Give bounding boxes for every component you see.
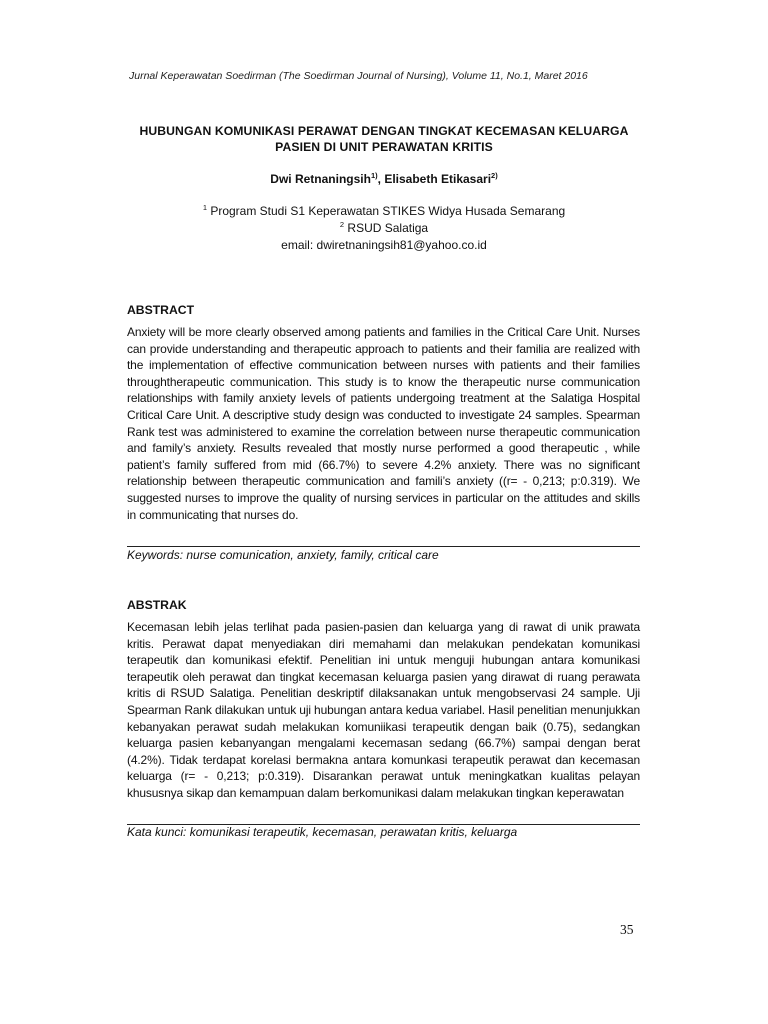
author-1: Dwi Retnaningsih [270,172,371,186]
affiliation-2-mark: 2 [339,220,345,229]
page-number: 35 [620,922,634,937]
abstract-text: Anxiety will be more clearly observed among patients and families in the Critical Care Unit. Nurses can provide understanding and therapeutic approach to patients and their familia are realized with the implementation of effective communication between nurses with patients and their families throughtherapeutic communication. This study is to know the therapeutic nurse communication relationships with family anxiety levels of patients undergoing treatment at the Salatiga Hospital Critical Care Unit. A descriptive study design was conducted to investigate 24 samples. Spearman Rank test was administered to examine the correlation between nurse therapeutic communication and family’s anxiety. Results revealed that mostly nurse performed a good therapeutic , while patient’s family suffered from mid (66.7%) to severe 4.2% anxiety. There was no significant relationship between therapeutic communication and famili’s anxiety ((r= - 0,213; p:0.319). We suggested nurses to improve the quality of nursing services in particular on the attitudes and skills in communicating that nurses do. [127,325,640,522]
title-line-2: PASIEN DI UNIT PERAWATAN KRITIS [275,140,493,154]
author-separator: , [377,172,385,186]
journal-header: Jurnal Keperawatan Soedirman (The Soedirman Journal of Nursing), Volume 11, No.1, Maret 2016 [129,70,588,82]
author-1-mark: 1) [370,171,378,180]
affiliations [120,203,648,254]
author-2-mark: 2) [491,171,498,180]
author-2: Elisabeth Etikasari [384,172,492,186]
abstract-heading: ABSTRACT [127,303,195,317]
affiliation-1 [120,203,648,220]
abstrak-heading: ABSTRAK [127,598,187,612]
affiliation-2 [120,220,648,237]
author-list [120,172,648,186]
abstract-divider [127,546,640,547]
title-line-1: HUBUNGAN KOMUNIKASI PERAWAT DENGAN TINGKAT KECEMASAN KELUARGA [139,124,629,138]
abstract-keywords: Keywords: nurse comunication, anxiety, family, critical care [127,548,439,562]
affiliation-1-mark: 1 [202,203,207,212]
author-email: email: dwiretnaningsih81@yahoo.co.id [281,238,487,252]
abstrak-text: Kecemasan lebih jelas terlihat pada pasien-pasien dan keluarga yang di rawat di unik prawata kritis. Perawat dapat menyediakan diri memahami dan melakukan pendekatan komunikasi terapeutik dan komunikasi efektif. Penelitian ini untuk menguji hubungan antara komunikasi terapeutik oleh perawat dan tingkat kecemasan keluarga pasien yang dirawat di ruang perawata kritis di RSUD Salatiga. Penelitian deskriptif dilaksanakan untuk mengobservasi 24 sample. Uji Spearman Rank dilakukan untuk uji hubungan antara kedua variabel. Hasil penelitian menunjukkan kebanyakan perawat sudah melakukan komuniikasi terapeutik dengan baik (0.75), sedangkan keluarga pasien kebanyangan mengalami kecemasan sedang (66.7%) sampai dengan berat (4.2%). Tidak terdapat korelasi bermakna antara komunkasi terapeutik perawat dan kecemasan keluarga (r= - 0,213; p:0.319). Disarankan perawat untuk meningkatkan kualitas pelayan khususnya sikap dan kemampuan dalam berkomunikasi dalam melakukan tingkan keperawatan [127,620,640,800]
abstrak-keywords: Kata kunci: komunikasi terapeutik, kecemasan, perawatan kritis, keluarga [127,825,518,839]
affiliation-1-text: Program Studi S1 Keperawatan STIKES Widya Husada Semarang [206,204,566,218]
paper-title [120,123,648,155]
affiliation-2-text: RSUD Salatiga [344,221,429,235]
